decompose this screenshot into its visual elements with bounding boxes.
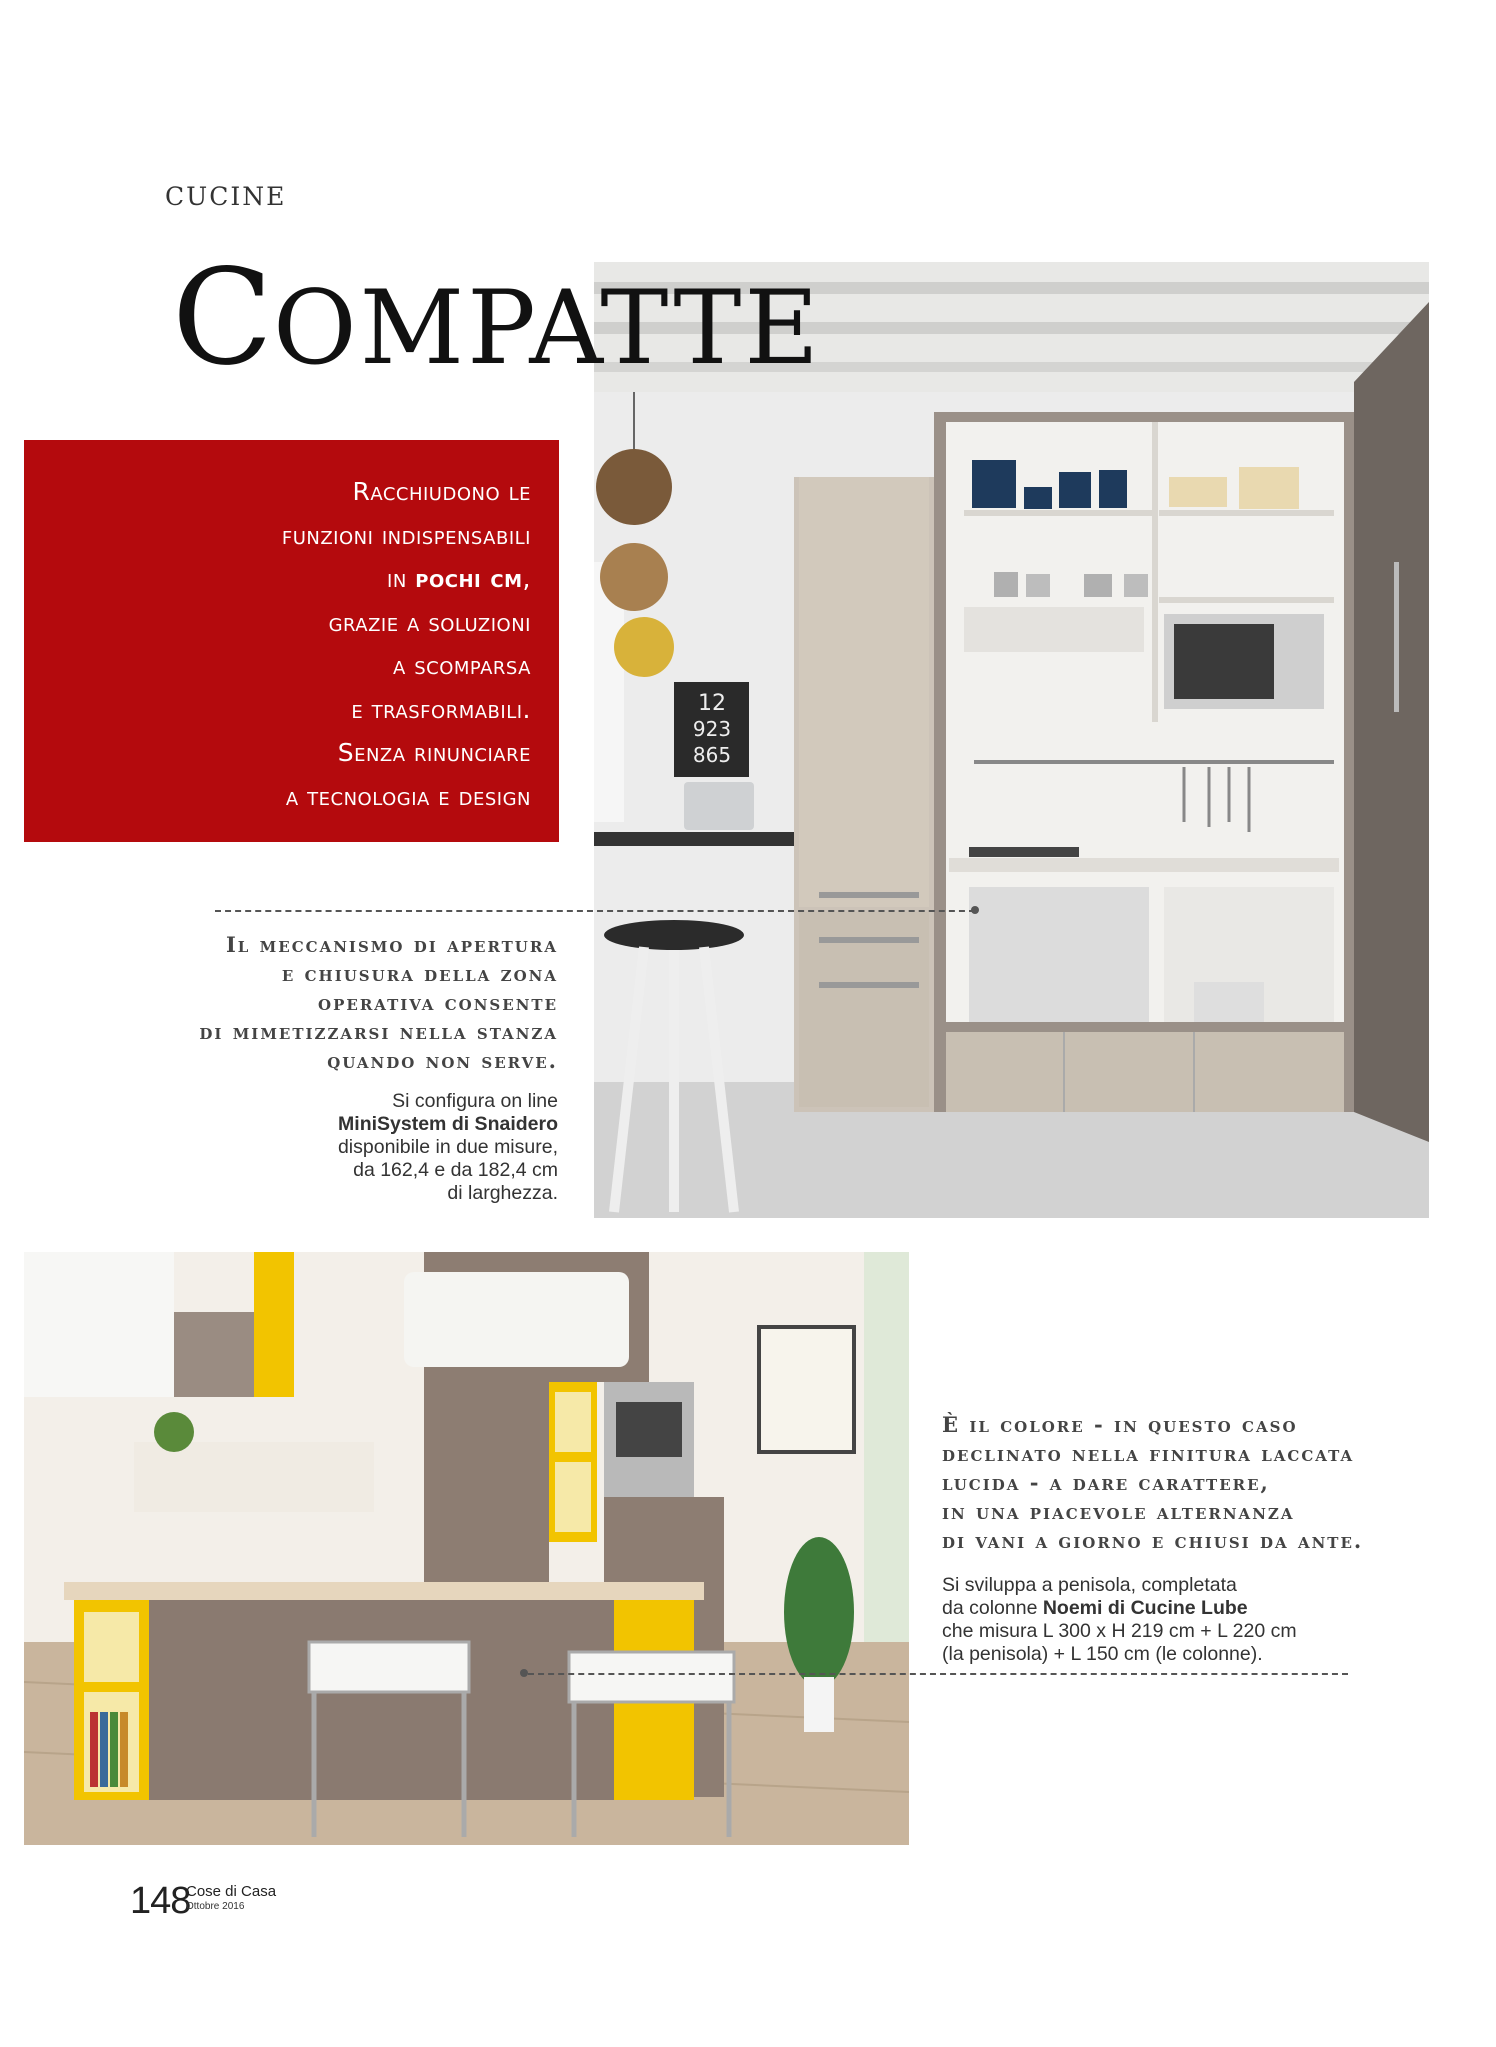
caption-line: È il colore - in questo caso — [942, 1412, 1298, 1437]
caption-line: e chiusura della zona — [281, 961, 558, 986]
photo-minisystem-kitchen — [594, 262, 1429, 1218]
intro-highlight: pochi cm — [415, 564, 523, 593]
intro-line: a scomparsa — [392, 651, 531, 680]
desc-line: che misura L 300 x H 219 cm + L 220 cm — [942, 1620, 1297, 1642]
magazine-name: Cose di Casa — [186, 1883, 277, 1900]
caption-line: quando non serve. — [327, 1048, 558, 1073]
intro-text — [282, 470, 531, 818]
desc-line: Si sviluppa a penisola, completata — [942, 1574, 1237, 1596]
issue-date: Ottobre 2016 — [186, 1901, 245, 1912]
intro-line: grazie a soluzioni — [328, 607, 531, 637]
leader-line-1 — [215, 910, 975, 912]
caption-line: declinato nella finitura laccata — [942, 1441, 1355, 1466]
clock-row-1: 12 — [698, 691, 726, 716]
clock-row-2: 923 — [692, 717, 732, 741]
desc-line: Si configura on line — [392, 1090, 558, 1112]
title-rest: OMPATTE — [273, 269, 822, 388]
caption-line: di mimetizzarsi nella stanza — [199, 1019, 558, 1044]
intro-line: Senza rinunciare — [337, 738, 531, 767]
caption-1 — [190, 930, 558, 1075]
desc-line: da 162,4 e da 182,4 cm — [353, 1159, 558, 1181]
intro-line: funzioni indispensabili — [281, 520, 531, 550]
photo-noemi-kitchen — [24, 1252, 909, 1845]
leader-line-2 — [528, 1673, 1348, 1675]
caption-line: Il meccanismo di apertura — [225, 932, 558, 957]
description-1 — [260, 1090, 558, 1205]
intro-line: Racchiudono le — [352, 477, 531, 506]
caption-line: di vani a giorno e chiusi da ante. — [942, 1528, 1364, 1553]
product-name: Noemi di Cucine Lube — [1042, 1597, 1248, 1619]
page-title — [172, 241, 822, 395]
leader-dot-2 — [520, 1669, 528, 1677]
caption-line: in una piacevole alternanza — [942, 1499, 1295, 1524]
title-initial: C — [172, 241, 273, 395]
intro-box — [24, 440, 559, 842]
intro-line: in pochi cm, — [387, 564, 531, 593]
page-number: 148 — [130, 1880, 191, 1922]
desc-line: disponibile in due misure, — [337, 1136, 558, 1158]
intro-line: e trasformabili. — [351, 694, 531, 724]
leader-dot-1 — [971, 906, 979, 914]
caption-2 — [942, 1410, 1392, 1555]
caption-line: lucida - a dare carattere, — [942, 1470, 1270, 1495]
section-label: CUCINE — [165, 182, 287, 211]
intro-line: a tecnologia e design — [285, 781, 531, 811]
product-name: MiniSystem di Snaidero — [338, 1113, 558, 1135]
clock-row-3: 865 — [692, 743, 732, 767]
desc-line: da colonne Noemi di Cucine Lube — [942, 1597, 1248, 1619]
description-2 — [942, 1574, 1342, 1666]
desc-line: (la penisola) + L 150 cm (le colonne). — [942, 1643, 1263, 1665]
desc-line: di larghezza. — [447, 1182, 558, 1204]
caption-line: operativa consente — [318, 990, 558, 1015]
